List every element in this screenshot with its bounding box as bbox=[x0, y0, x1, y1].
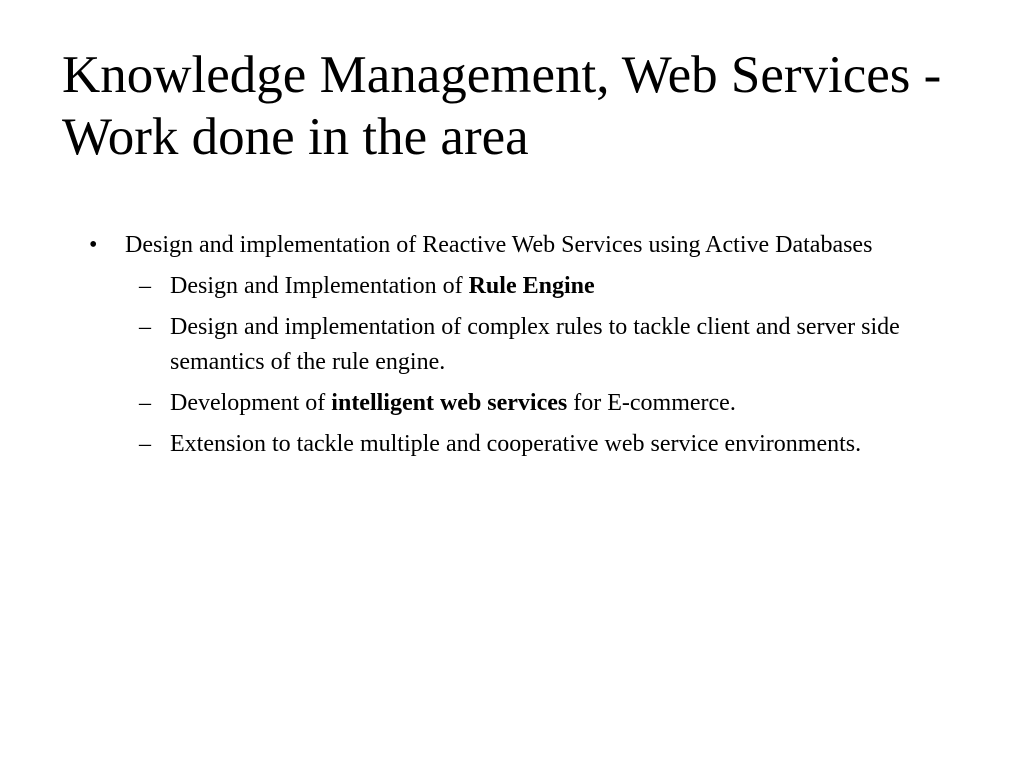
bullet-item bbox=[0, 228, 905, 263]
sub-bullet-marker: – bbox=[139, 314, 151, 340]
sub-bullet-text-plain: for E-commerce. bbox=[567, 390, 736, 416]
sub-bullet-text bbox=[170, 314, 900, 375]
slide-title-line-1: Knowledge Management, Web Services - bbox=[62, 46, 942, 104]
sub-bullet-text-plain: Design and Implementation of bbox=[170, 273, 469, 299]
bullet-marker: • bbox=[89, 232, 98, 258]
sub-bullet-marker: – bbox=[139, 431, 151, 457]
slide-title-line-2: Work done in the area bbox=[62, 108, 529, 166]
sub-bullet-item bbox=[0, 386, 920, 421]
sub-bullet-text bbox=[170, 431, 861, 457]
sub-bullet-item bbox=[0, 269, 920, 304]
sub-bullet-marker: – bbox=[139, 390, 151, 416]
sub-bullet-text bbox=[170, 273, 595, 299]
slide-content bbox=[0, 228, 1024, 468]
sub-bullet-item bbox=[0, 310, 920, 380]
sub-bullet-marker: – bbox=[139, 273, 151, 299]
sub-bullet-text-bold: Rule Engine bbox=[468, 273, 595, 299]
slide-title bbox=[62, 44, 1012, 168]
sub-bullet-item bbox=[0, 427, 920, 462]
sub-bullet-text-plain: Design and implementation of complex rules to tackle client and server side semantics of the rule engine. bbox=[170, 314, 900, 375]
sub-bullet-text-plain: Development of bbox=[170, 390, 332, 416]
sub-bullet-text-bold: intelligent web services bbox=[331, 390, 568, 416]
sub-bullet-text-plain: Extension to tackle multiple and cooperative web service environments. bbox=[170, 431, 862, 457]
sub-bullet-text bbox=[170, 390, 736, 416]
bullet-text: Design and implementation of Reactive Web Services using Active Databases bbox=[125, 232, 873, 258]
